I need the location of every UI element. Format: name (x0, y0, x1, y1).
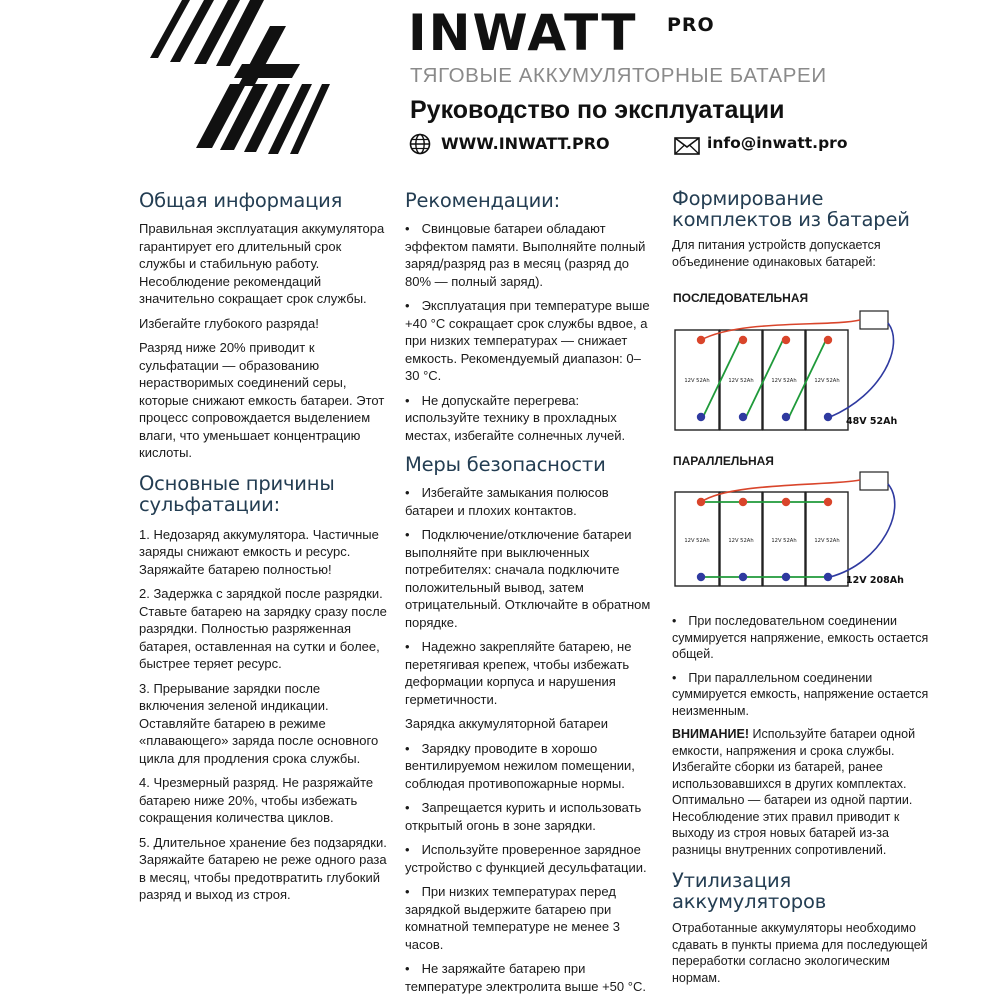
recommendation-item: • Свинцовые батареи обладают эффектом памяти. Выполняйте полный заряд/разряд раз в месяц (разряд до 80% — полный заряд). (405, 220, 655, 290)
forming-warning (672, 726, 932, 858)
column-forming (672, 188, 932, 277)
charging-item: • При низких температурах перед зарядкой выдержите батарею при комнатной температуре не менее 3 часов. (405, 883, 655, 953)
sulfation-title: Основные причины сульфатации: (139, 471, 335, 516)
general-paragraph-3: Разряд ниже 20% приводит к сульфатации — образованию нерастворимых соединений серы, которые снижают емкость батареи. Этот процесс сопровождается выделением влаги, что уменьшает концентрацию кислоты. (139, 340, 385, 460)
general-paragraph-1: Правильная эксплуатация аккумулятора гарантирует его длительный срок службы и стабильную работу. Несоблюдение рекомендаций значительно сокращает срок службы. (139, 221, 385, 306)
battery-label: 12V 52Ah (728, 378, 754, 384)
logo-stripes-graphic (150, 0, 340, 160)
charging-item: • Используйте проверенное зарядное устройство с функцией десульфатации. (405, 841, 655, 876)
page-title: Руководство по эксплуатации (410, 96, 785, 124)
brand-logo: INWATT (408, 4, 638, 62)
forming-intro: Для питания устройств допускается объединение одинаковых батарей: (672, 238, 881, 269)
column-general (139, 190, 389, 911)
sulfation-item: 3. Прерывание зарядки после включения зеленой индикации. Оставляйте батарею в режиме «плавающего» заряда после основного цикла для продления срока службы. (139, 680, 379, 766)
parallel-connection-diagram (670, 468, 920, 593)
warning-label: ВНИМАНИЕ! (672, 727, 749, 741)
sulfation-item: 5. Длительное хранение без подзарядки. Заряжайте батарею не реже одного раза в месяц, чтобы предотвратить глубокий разряд и выход из строя. (139, 834, 387, 902)
safety-item: • Избегайте замыкания полюсов батареи и плохих контактов. (405, 484, 655, 519)
warning-text: Используйте батареи одной емкости, напряжения и срока службы. Избегайте сборки из батарей, ранее использовавшихся в других комплектах. Оптимально — батареи из одной партии. Несоблюдение этих правил приводит к выходу из строя новых батарей из-за разницы внутренних сопротивлений. (672, 727, 916, 857)
email-link[interactable]: info@inwatt.pro (707, 134, 848, 152)
recommendation-item: • Не допускайте перегрева: используйте технику в прохладных местах, избегайте солнечных лучей. (405, 392, 655, 445)
recommendation-item: • Эксплуатация при температуре выше +40 °C сокращает срок службы вдвое, а при низких температурах — снижает емкость. Рекомендуемый диапазон: 0–30 °C. (405, 297, 655, 385)
charging-item: • Не заряжайте батарею при температуре электролита выше +50 °C. (405, 960, 655, 995)
series-result: 48V 52Ah (846, 416, 898, 427)
general-paragraph-2: Избегайте глубокого разряда! (139, 315, 319, 331)
disposal-title: Утилизация аккумуляторов (672, 869, 826, 913)
forming-item: • При параллельном соединении суммируется емкость, напряжение остается неизменным. (672, 670, 932, 720)
general-title: Общая информация (139, 189, 343, 212)
sulfation-item: 4. Чрезмерный разряд. Не разряжайте батарею ниже 20%, чтобы избежать сокращения количества циклов. (139, 775, 374, 825)
globe-icon (409, 133, 431, 155)
safety-item: • Подключение/отключение батареи выполняйте при выключенных потребителях: сначала подключите положительный вывод, затем отрицательный. Отключайте в обратном порядке. (405, 526, 655, 631)
series-connection-diagram (670, 305, 920, 440)
recommendations-title: Рекомендации: (405, 189, 560, 212)
sulfation-item: 1. Недозаряд аккумулятора. Частичные заряды снижают емкость и ресурс. Заряжайте батарею полностью! (139, 526, 379, 577)
battery-label: 12V 52Ah (728, 538, 754, 544)
series-label: ПОСЛЕДОВАТЕЛЬНАЯ (673, 291, 809, 305)
battery-label: 12V 52Ah (771, 378, 797, 384)
battery-label: 12V 52Ah (771, 538, 797, 544)
website-link[interactable]: WWW.INWATT.PRO (441, 134, 610, 153)
brand-logo-sup: PRO (667, 14, 715, 36)
parallel-result: 12V 208Ah (846, 575, 904, 586)
battery-label: 12V 52Ah (684, 538, 710, 544)
battery-label: 12V 52Ah (814, 378, 840, 384)
battery-label: 12V 52Ah (814, 538, 840, 544)
safety-title: Меры безопасности (405, 453, 606, 476)
disposal-text: Отработанные аккумуляторы необходимо сдавать в пункты приема для последующей переработки согласно экологическим нормам. (672, 921, 928, 985)
parallel-label: ПАРАЛЛЕЛЬНАЯ (673, 454, 774, 468)
charging-item: • Зарядку проводите в хорошо вентилируемом нежилом помещении, соблюдая противопожарные нормы. (405, 740, 655, 793)
column-forming-notes (672, 613, 932, 993)
sulfation-item: 2. Задержка с зарядкой после разрядки. Ставьте батарею на зарядку сразу после разрядки. Полностью разряженная батарея, оставленная на сутки и более, быстрее теряет ресурс. (139, 586, 387, 671)
forming-title: Формирование комплектов из батарей (672, 187, 910, 231)
forming-item: • При последовательном соединении суммируется напряжение, емкость остается общей. (672, 613, 932, 663)
charging-item: • Запрещается курить и использовать открытый огонь в зоне зарядки. (405, 799, 655, 834)
battery-label: 12V 52Ah (684, 378, 710, 384)
safety-item: • Надежно закрепляйте батарею, не перетягивая крепеж, чтобы избежать деформации корпуса и нарушения герметичности. (405, 638, 655, 708)
brand-subtitle: ТЯГОВЫЕ АККУМУЛЯТОРНЫЕ БАТАРЕИ (410, 64, 827, 87)
column-recommendations (405, 190, 655, 1002)
envelope-icon (674, 137, 700, 155)
charging-title: Зарядка аккумуляторной батареи (405, 716, 609, 731)
